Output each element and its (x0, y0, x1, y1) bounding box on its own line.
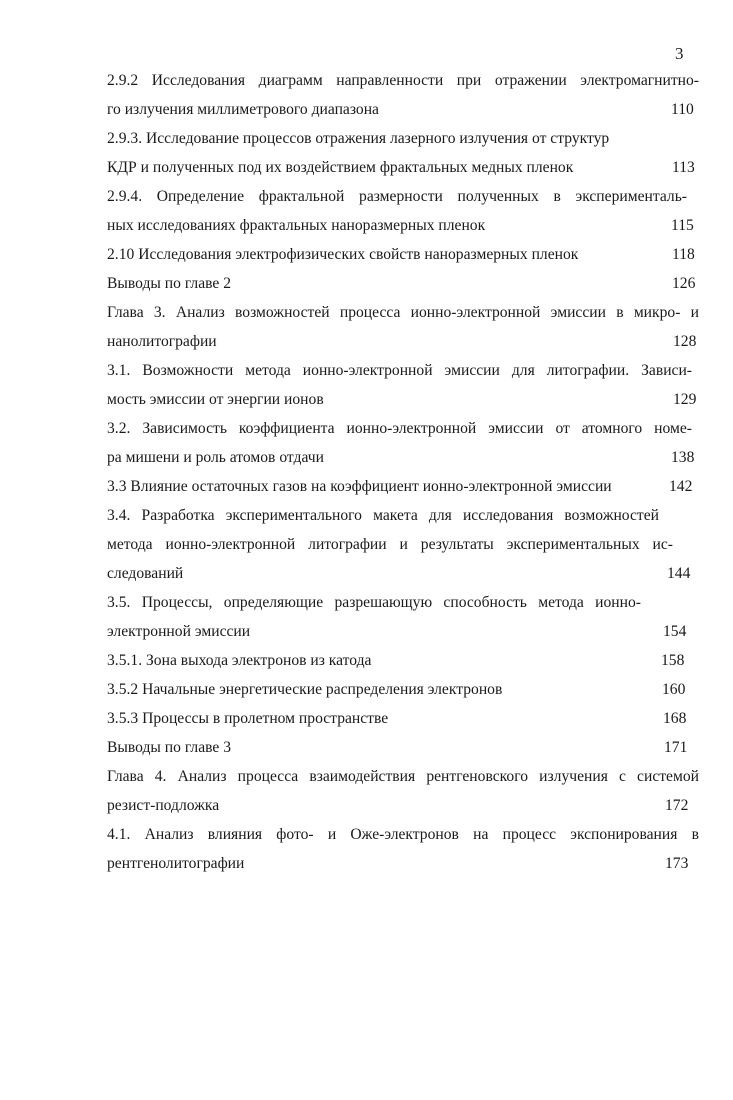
toc-entry-text: ра мишени и роль атомов отдачи (107, 449, 324, 466)
toc-page-number: 158 (661, 652, 685, 669)
toc-entry-text: 3.1. Возможности метода ионно-электронной эмиссии для литографии. Зависи- (107, 362, 692, 379)
toc-line (107, 327, 699, 356)
toc-line (107, 762, 699, 791)
toc-entry-text: го излучения миллиметрового диапазона (107, 101, 379, 118)
toc-entry-text: 2.10 Исследования электрофизических свойств наноразмерных пленок (107, 246, 579, 263)
toc-line (107, 95, 699, 124)
toc-entry-text: 3.4. Разработка экспериментального макета для исследования возможностей (107, 507, 659, 524)
toc-page-number: 138 (671, 449, 695, 466)
toc-page-number: 142 (669, 478, 693, 495)
toc-line (107, 849, 699, 878)
toc-page-number: 129 (673, 391, 697, 408)
toc-line (107, 182, 699, 211)
toc-line (107, 820, 699, 849)
toc-page-number: 172 (665, 797, 689, 814)
toc-line (107, 124, 699, 153)
toc-line (107, 153, 699, 182)
toc-line (107, 443, 699, 472)
toc-line (107, 269, 699, 298)
toc-entry-text: 3.3 Влияние остаточных газов на коэффициент ионно-электронной эмиссии (107, 478, 612, 495)
toc-entry-text: метода ионно-электронной литографии и результаты экспериментальных ис- (107, 536, 673, 553)
table-of-contents (107, 66, 699, 878)
toc-page-number: 160 (662, 681, 686, 698)
toc-page-number: 154 (663, 623, 687, 640)
toc-line (107, 472, 699, 501)
toc-entry-text: 3.5.2 Начальные энергетические распределения электронов (107, 681, 503, 698)
toc-entry-text: мость эмиссии от энергии ионов (107, 391, 324, 408)
toc-line (107, 66, 699, 95)
toc-line (107, 588, 699, 617)
toc-line (107, 530, 699, 559)
toc-page-number: 118 (672, 246, 695, 263)
toc-line (107, 414, 699, 443)
toc-entry-text: следований (107, 565, 184, 582)
toc-entry-text: Глава 4. Анализ процесса взаимодействия рентгеновского излучения с системой (107, 768, 699, 785)
toc-line (107, 646, 699, 675)
toc-entry-text: 3.5.1. Зона выхода электронов из катода (107, 652, 372, 669)
toc-page-number: 110 (671, 101, 694, 118)
toc-line (107, 385, 699, 414)
toc-line (107, 733, 699, 762)
toc-entry-text: рентгенолитографии (107, 855, 245, 872)
toc-entry-text: 2.9.2 Исследования диаграмм направленности при отражении электромагнитно- (107, 72, 699, 89)
toc-entry-text: нанолитографии (107, 333, 217, 350)
toc-entry-text: 2.9.4. Определение фрактальной размерности полученных в эксперименталь- (107, 188, 687, 205)
toc-entry-text: Глава 3. Анализ возможностей процесса ионно-электронной эмиссии в микро- и (107, 304, 699, 321)
toc-page-number: 173 (665, 855, 689, 872)
toc-entry-text: Выводы по главе 2 (107, 275, 232, 292)
toc-entry-text: Выводы по главе 3 (107, 739, 232, 756)
toc-line (107, 211, 699, 240)
toc-entry-text: ных исследованиях фрактальных наноразмерных пленок (107, 217, 486, 234)
toc-page-number: 128 (673, 333, 697, 350)
toc-line (107, 704, 699, 733)
toc-page-number: 168 (663, 710, 687, 727)
toc-entry-text: 4.1. Анализ влияния фото- и Оже-электронов на процесс экспонирования в (107, 826, 699, 843)
toc-line (107, 675, 699, 704)
toc-page-number: 171 (664, 739, 688, 756)
toc-line (107, 791, 699, 820)
toc-line (107, 240, 699, 269)
toc-entry-text: 3.5. Процессы, определяющие разрешающую способность метода ионно- (107, 594, 641, 611)
toc-entry-text: КДР и полученных под их воздействием фрактальных медных пленок (107, 159, 574, 176)
toc-page-number: 144 (667, 565, 691, 582)
toc-entry-text: 3.5.3 Процессы в пролетном пространстве (107, 710, 389, 727)
toc-entry-text: резист-подложка (107, 797, 220, 814)
toc-line (107, 617, 699, 646)
toc-entry-text: 3.2. Зависимость коэффициента ионно-электронной эмиссии от атомного номе- (107, 420, 692, 437)
toc-page-number: 115 (671, 217, 694, 234)
toc-line (107, 298, 699, 327)
toc-line (107, 501, 699, 530)
toc-page-number: 113 (672, 159, 695, 176)
toc-line (107, 356, 699, 385)
toc-page-number: 126 (672, 275, 696, 292)
page-number: 3 (675, 44, 684, 63)
toc-entry-text: 2.9.3. Исследование процессов отражения лазерного излучения от структур (107, 130, 610, 147)
toc-entry-text: электронной эмиссии (107, 623, 251, 640)
toc-line (107, 559, 699, 588)
